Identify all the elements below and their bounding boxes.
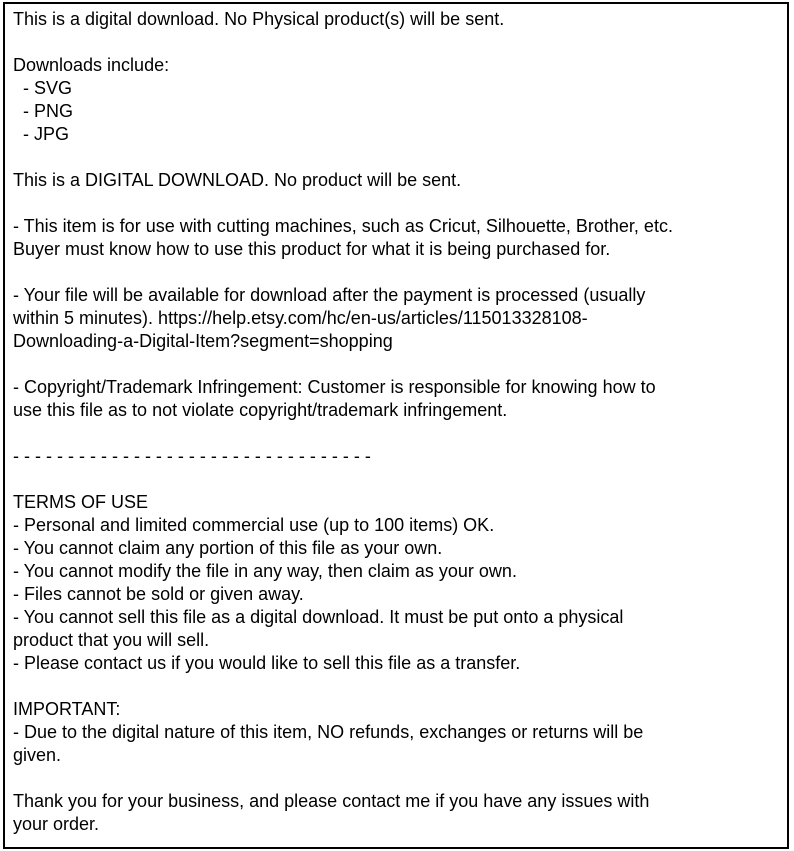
spacer	[13, 422, 781, 445]
document-frame	[3, 2, 789, 849]
terms-item: - You cannot modify the file in any way, then claim as your own.	[13, 561, 517, 581]
terms-item: - You cannot sell this file as a digital download. It must be put onto a physical	[13, 607, 624, 627]
download-format-item: - PNG	[13, 101, 74, 121]
important-text: given.	[13, 745, 62, 765]
document-body	[13, 8, 781, 836]
spacer	[13, 767, 781, 790]
closing-text: Thank you for your business, and please contact me if you have any issues with	[13, 791, 650, 811]
terms-item: - Personal and limited commercial use (up to 100 items) OK.	[13, 515, 495, 535]
download-format-item: - JPG	[13, 124, 70, 144]
terms-item: - Files cannot be sold or given away.	[13, 584, 304, 604]
spacer	[13, 353, 781, 376]
digital-notice: This is a DIGITAL DOWNLOAD. No product will be sent.	[13, 170, 462, 190]
important-text: - Due to the digital nature of this item, NO refunds, exchanges or returns will be	[13, 722, 644, 742]
availability-text: - Your file will be available for download after the payment is processed (usually	[13, 285, 646, 305]
spacer	[13, 192, 781, 215]
intro-text: This is a digital download. No Physical product(s) will be sent.	[13, 9, 505, 29]
availability-text: Downloading-a-Digital-Item?segment=shopping	[13, 331, 393, 351]
terms-item: - Please contact us if you would like to sell this file as a transfer.	[13, 653, 521, 673]
terms-item: product that you will sell.	[13, 630, 210, 650]
spacer	[13, 31, 781, 54]
downloads-heading: Downloads include:	[13, 55, 170, 75]
spacer	[13, 261, 781, 284]
download-format-item: - SVG	[13, 78, 73, 98]
copyright-text: use this file as to not violate copyright/trademark infringement.	[13, 400, 508, 420]
cutting-machines-text: Buyer must know how to use this product for what it is being purchased for.	[13, 239, 611, 259]
closing-text: your order.	[13, 814, 100, 834]
availability-text: within 5 minutes). https://help.etsy.com/hc/en-us/articles/115013328108-	[13, 308, 588, 328]
separator-line: - - - - - - - - - - - - - - - - - - - - - - - - - - - - - - - - -	[13, 446, 371, 466]
terms-heading: TERMS OF USE	[13, 492, 149, 512]
copyright-text: - Copyright/Trademark Infringement: Customer is responsible for knowing how to	[13, 377, 656, 397]
terms-item: - You cannot claim any portion of this file as your own.	[13, 538, 443, 558]
spacer	[13, 675, 781, 698]
cutting-machines-text: - This item is for use with cutting machines, such as Cricut, Silhouette, Brother, etc.	[13, 216, 673, 236]
important-heading: IMPORTANT:	[13, 699, 121, 719]
spacer	[13, 468, 781, 491]
spacer	[13, 146, 781, 169]
